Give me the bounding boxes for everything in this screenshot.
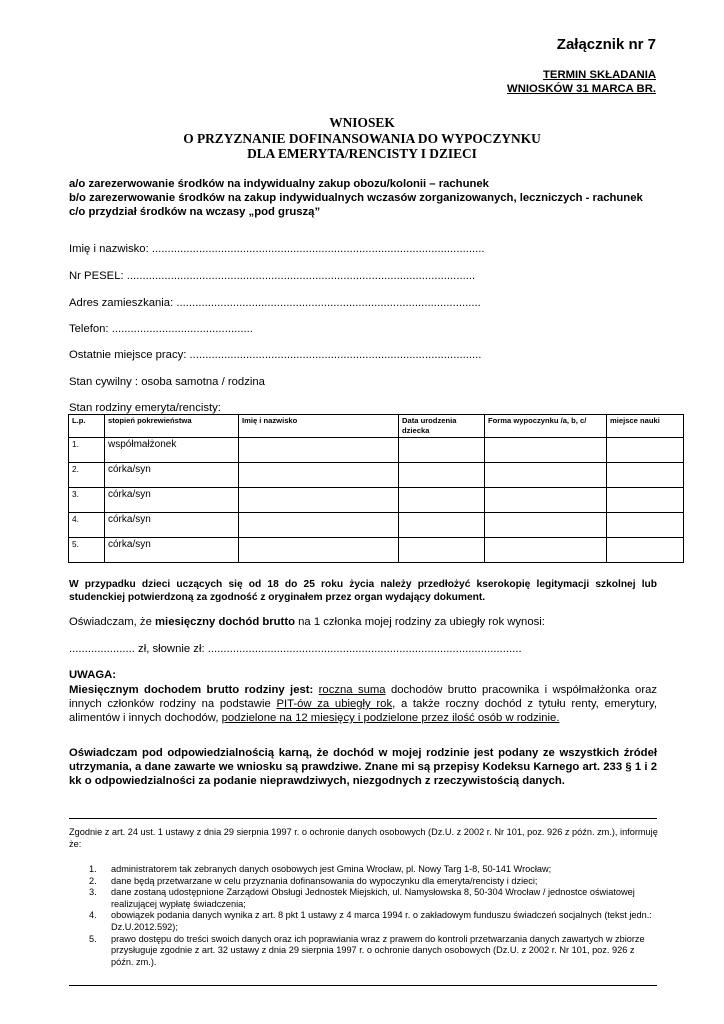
family-table bbox=[68, 414, 684, 563]
phone-field[interactable]: Telefon: ............................................. bbox=[69, 323, 253, 335]
col-birthdate: Data urodzenia dziecka bbox=[399, 415, 485, 438]
income-post: na 1 członka mojej rodziny za ubiegły rok wynosi: bbox=[295, 616, 545, 628]
income-pre: Oświadczam, że bbox=[69, 616, 156, 628]
col-vacation-form: Forma wypoczynku /a, b, c/ bbox=[485, 415, 607, 438]
row-school-cell[interactable] bbox=[607, 438, 684, 463]
option-c[interactable]: c/o przydział środków na wczasy „pod gruszą” bbox=[69, 205, 321, 218]
row-name-cell[interactable] bbox=[239, 513, 399, 538]
item-text: obowiązek podania danych wynika z art. 8 pkt 1 ustawy z 4 marca 1994 r. o zakładowym funduszu świadczeń socjalnych (tekst jedn.: Dz.U.2012.592); bbox=[111, 910, 652, 932]
list-item bbox=[69, 876, 659, 888]
row-birthdate-cell[interactable] bbox=[399, 513, 485, 538]
notice-underline-1: roczna suma bbox=[318, 684, 386, 696]
notice-text bbox=[69, 683, 657, 725]
row-number: 2. bbox=[69, 463, 105, 488]
title-line-2: O PRZYZNANIE DOFINANSOWANIA DO WYPOCZYNKU bbox=[183, 130, 541, 146]
row-school-cell[interactable] bbox=[607, 538, 684, 563]
row-number: 4. bbox=[69, 513, 105, 538]
table-row bbox=[69, 438, 684, 463]
attachment-number: Załącznik nr 7 bbox=[556, 36, 656, 53]
notice-underline-2: PIT-ów za ubiegły rok bbox=[276, 698, 393, 710]
list-item bbox=[69, 864, 659, 876]
civil-status-field[interactable]: Stan cywilny : osoba samotna / rodzina bbox=[69, 376, 265, 388]
row-school-cell[interactable] bbox=[607, 513, 684, 538]
family-status-label: Stan rodziny emeryta/rencisty: bbox=[69, 402, 221, 414]
item-number: 4. bbox=[89, 910, 97, 921]
row-number: 1. bbox=[69, 438, 105, 463]
row-vacation-cell[interactable] bbox=[485, 438, 607, 463]
gdpr-intro: Zgodnie z art. 24 ust. 1 ustawy z dnia 29 sierpnia 1997 r. o ochronie danych osobowych (Dz.U. z 2002 r. Nr 101, poz. 926 z późn. zm.), informuję że: bbox=[69, 827, 658, 849]
notice-lead: Miesięcznym dochodem brutto rodziny jest: bbox=[69, 684, 314, 696]
notice-text-2: , a także roczny dochód z tytułu renty, emerytury, alimentów i innych dochodów, bbox=[69, 698, 657, 724]
divider-top bbox=[69, 818, 657, 819]
table-row bbox=[69, 538, 684, 563]
row-school-cell[interactable] bbox=[607, 488, 684, 513]
list-item bbox=[69, 887, 659, 910]
option-a[interactable]: a/o zarezerwowanie środków na indywidualny zakup obozu/kolonii – rachunek bbox=[69, 178, 489, 190]
row-vacation-cell[interactable] bbox=[485, 538, 607, 563]
table-row bbox=[69, 513, 684, 538]
notice-underline-3: podzielone na 12 miesięcy i podzielone przez ilość osób w rodzinie. bbox=[221, 712, 560, 724]
row-school-cell[interactable] bbox=[607, 463, 684, 488]
item-number: 2. bbox=[89, 875, 97, 886]
option-b[interactable]: b/o zarezerwowanie środków na zakup indywidualnych wczasów zorganizowanych, leczniczych - rachunek bbox=[69, 191, 643, 204]
gdpr-list bbox=[69, 864, 659, 968]
row-number: 3. bbox=[69, 488, 105, 513]
divider-bottom bbox=[69, 985, 657, 986]
item-text: dane zostaną udostępnione Zarządowi Obsługi Jednostek Miejskich, ul. Namysłowska 8, 50-304 Wrocław / jednostce oświatowej realizującej wypłatę świadczenia; bbox=[111, 887, 635, 909]
notice-heading: UWAGA: bbox=[69, 669, 117, 681]
row-name-cell[interactable] bbox=[239, 438, 399, 463]
row-birthdate-cell[interactable] bbox=[399, 438, 485, 463]
col-school: miejsce nauki bbox=[607, 415, 684, 438]
income-amount-field[interactable]: ..................... zł, słownie zł: .................................................................................................... bbox=[69, 643, 522, 655]
table-row bbox=[69, 463, 684, 488]
title-line-3: DLA EMERYTA/RENCISTY I DZIECI bbox=[247, 146, 477, 161]
row-relation: córka/syn bbox=[105, 463, 239, 488]
row-vacation-cell[interactable] bbox=[485, 488, 607, 513]
item-text: dane będą przetwarzane w celu przyznania dofinansowania do wypoczynku dla emeryta/rencisty i dzieci; bbox=[111, 875, 538, 886]
address-field[interactable]: Adres zamieszkania: ................................................................................................. bbox=[69, 297, 481, 309]
submission-deadline bbox=[507, 68, 656, 96]
income-declaration bbox=[69, 615, 657, 629]
row-relation: współmałżonek bbox=[105, 438, 239, 463]
item-number: 1. bbox=[89, 864, 97, 874]
table-row bbox=[69, 488, 684, 513]
oath-statement: Oświadczam pod odpowiedzialnością karną, że dochód w mojej rodzinie jest podany ze wszystkich źródeł utrzymania, a dane zawarte we wniosku są prawdziwe. Znane mi są przepisy Kodeksu Karnego art. 233 § 1 i 2 kk o odpowiedzialności za podanie nieprawdziwych, niezgodnych z rzeczywistością danych. bbox=[69, 747, 657, 787]
notice-text-1: dochodów brutto pracownika i współmałżonka oraz innych członków rodziny na podstawie bbox=[69, 684, 658, 710]
item-number: 3. bbox=[89, 887, 97, 898]
row-name-cell[interactable] bbox=[239, 463, 399, 488]
row-relation: córka/syn bbox=[105, 538, 239, 563]
students-note: W przypadku dzieci uczących się od 18 do 25 roku życia należy przedłożyć kserokopię legitymacji szkolnej lub studenckiej potwierdzoną za zgodność z oryginałem przez organ wydający dokument. bbox=[69, 579, 657, 603]
row-relation: córka/syn bbox=[105, 513, 239, 538]
row-name-cell[interactable] bbox=[239, 538, 399, 563]
row-birthdate-cell[interactable] bbox=[399, 488, 485, 513]
row-vacation-cell[interactable] bbox=[485, 513, 607, 538]
title-line-1: WNIOSEK bbox=[329, 115, 395, 130]
table-header-row bbox=[69, 415, 684, 438]
item-text: administratorem tak zebranych danych osobowych jest Gmina Wrocław, pl. Nowy Targ 1-8, 50-141 Wrocław; bbox=[111, 864, 552, 874]
row-number: 5. bbox=[69, 538, 105, 563]
col-name: Imię i nazwisko bbox=[239, 415, 399, 438]
row-birthdate-cell[interactable] bbox=[399, 538, 485, 563]
document-title bbox=[0, 115, 724, 162]
deadline-line-1: TERMIN SKŁADANIA bbox=[543, 69, 656, 81]
funding-options bbox=[69, 178, 657, 219]
workplace-field[interactable]: Ostatnie miejsce pracy: ............................................................................................. bbox=[69, 349, 482, 361]
list-item bbox=[69, 934, 659, 969]
row-name-cell[interactable] bbox=[239, 488, 399, 513]
item-number: 5. bbox=[89, 933, 97, 944]
income-bold: miesięczny dochód brutto bbox=[155, 616, 295, 628]
item-text: prawo dostępu do treści swoich danych oraz ich poprawiania wraz z prawem do kontroli przetwarzania danych zawartych w zbiorze przysługuje zgodnie z art. 32 ustawy z dnia 29 sierpnia 1997 r. o ochronie danych osobowych (Dz.U. z 2002 r. Nr 101, poz. 926 z późn. zm.). bbox=[111, 933, 645, 967]
row-relation: córka/syn bbox=[105, 488, 239, 513]
col-lp: L.p. bbox=[69, 415, 105, 438]
pesel-field[interactable]: Nr PESEL: ............................................................................................................... bbox=[69, 270, 476, 282]
col-relation: stopień pokrewieństwa bbox=[105, 415, 239, 438]
row-birthdate-cell[interactable] bbox=[399, 463, 485, 488]
name-field[interactable]: Imię i nazwisko: .......................................................................................................... bbox=[69, 243, 485, 255]
list-item bbox=[69, 910, 659, 933]
row-vacation-cell[interactable] bbox=[485, 463, 607, 488]
deadline-line-2: WNIOSKÓW 31 MARCA BR. bbox=[507, 83, 656, 95]
